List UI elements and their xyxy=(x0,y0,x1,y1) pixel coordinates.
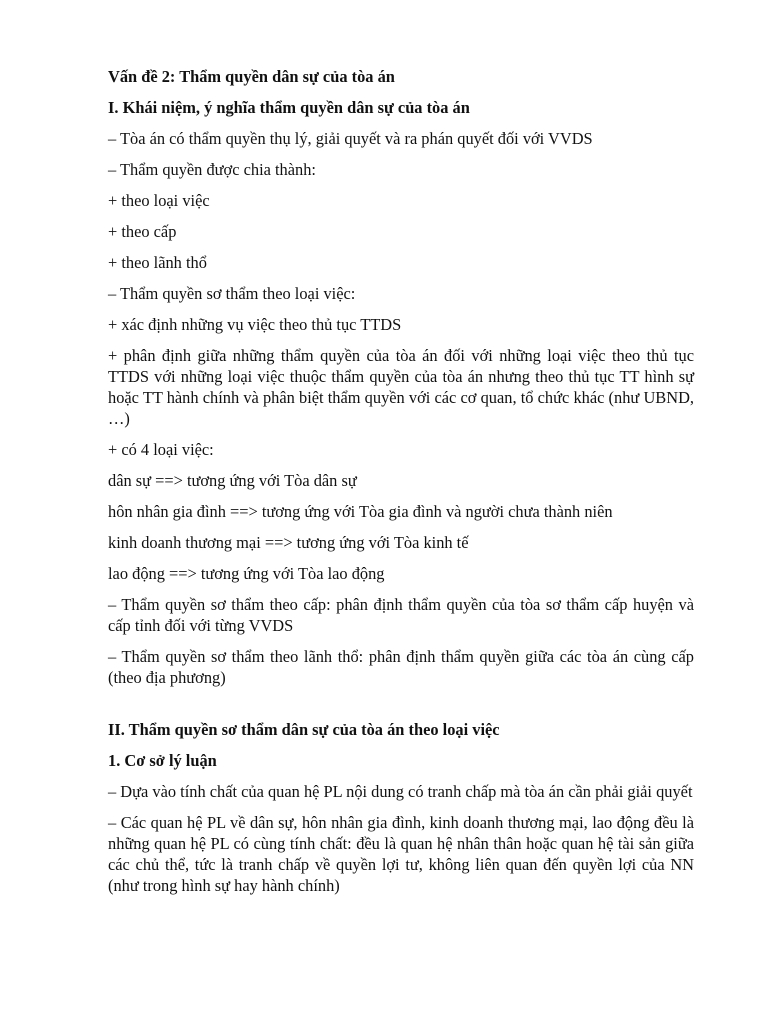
section-heading-1: I. Khái niệm, ý nghĩa thẩm quyền dân sự của tòa án xyxy=(108,98,470,117)
paragraph: kinh doanh thương mại ==> tương ứng với Tòa kinh tế xyxy=(108,533,469,552)
paragraph: lao động ==> tương ứng với Tòa lao động xyxy=(108,564,385,583)
list-item: + theo loại việc xyxy=(108,191,210,210)
subsection-heading: 1. Cơ sở lý luận xyxy=(108,751,217,770)
blank-line xyxy=(108,698,694,719)
paragraph: hôn nhân gia đình ==> tương ứng với Tòa gia đình và người chưa thành niên xyxy=(108,502,613,521)
paragraph: – Thẩm quyền sơ thẩm theo cấp: phân định thẩm quyền của tòa sơ thẩm cấp huyện và cấp tỉnh đối với từng VVDS xyxy=(108,595,694,635)
document-page xyxy=(108,66,694,906)
list-item: + theo cấp xyxy=(108,222,177,241)
paragraph: – Thẩm quyền được chia thành: xyxy=(108,160,316,179)
paragraph: dân sự ==> tương ứng với Tòa dân sự xyxy=(108,471,357,490)
section-heading-2: II. Thẩm quyền sơ thẩm dân sự của tòa án theo loại việc xyxy=(108,720,500,739)
paragraph: – Thẩm quyền sơ thẩm theo loại việc: xyxy=(108,284,356,303)
paragraph: – Các quan hệ PL về dân sự, hôn nhân gia đình, kinh doanh thương mại, lao động đều là những quan hệ PL có cùng tính chất: đều là quan hệ nhân thân hoặc quan hệ tài sản giữa các chủ thể, tức là tranh chấp về quyền lợi tư, không liên quan đến quyền lợi của NN (như trong hình sự hay hành chính) xyxy=(108,813,694,895)
list-item: + xác định những vụ việc theo thủ tục TTDS xyxy=(108,315,402,334)
list-item: + có 4 loại việc: xyxy=(108,440,214,459)
document-title: Vấn đề 2: Thẩm quyền dân sự của tòa án xyxy=(108,67,395,86)
paragraph: – Dựa vào tính chất của quan hệ PL nội dung có tranh chấp mà tòa án cần phải giải quyết xyxy=(108,782,693,801)
list-item: + theo lãnh thổ xyxy=(108,253,207,272)
paragraph: – Thẩm quyền sơ thẩm theo lãnh thổ: phân định thẩm quyền giữa các tòa án cùng cấp (theo địa phương) xyxy=(108,647,694,687)
list-item: + phân định giữa những thẩm quyền của tòa án đối với những loại việc theo thủ tục TTDS với những loại việc thuộc thẩm quyền của tòa án nhưng theo thủ tục TT hình sự hoặc TT hành chính và phân biệt thẩm quyền với các cơ quan, tổ chức khác (như UBND, …) xyxy=(108,346,694,428)
paragraph: – Tòa án có thẩm quyền thụ lý, giải quyết và ra phán quyết đối với VVDS xyxy=(108,129,593,148)
